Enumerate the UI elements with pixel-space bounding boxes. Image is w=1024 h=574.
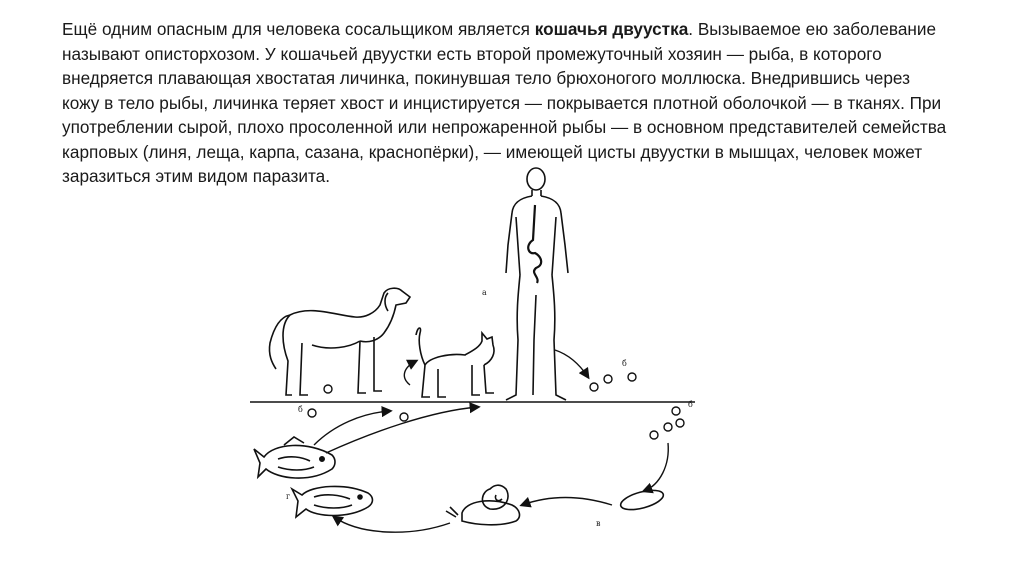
egg-figure bbox=[619, 487, 666, 514]
text-part-2: . Вызываемое ею заболевание называют описторхозом. У кошачьей двуустки есть второй промежуточный хозяин — рыба, в которого внедряется плавающая хвостатая личинка, покинувшая тело брюхоногого моллюска. Внедрившись через кожу в тело рыбы, личинка теряет хвост и инцистируется — покрывается плотной оболочкой — в тканях. При употреблении сырой, плохо просоленной или непрожаренной рыбы — в основном представителей семейства карповых (линя, леща, карпа, сазана, краснопёрки), — имеющей цисты двуустки в мышцах, человек может заразиться этим видом паразита. bbox=[62, 19, 947, 186]
label-v: в bbox=[596, 519, 601, 528]
bold-term: кошачья двуустка bbox=[534, 19, 689, 39]
snail-figure bbox=[446, 485, 519, 525]
fish-upper bbox=[254, 437, 335, 478]
body-text bbox=[62, 17, 952, 189]
cat-figure bbox=[416, 328, 494, 397]
label-g: г bbox=[286, 492, 291, 501]
fish-lower bbox=[292, 486, 373, 517]
life-cycle-illustration bbox=[250, 165, 710, 565]
label-b-middle: б bbox=[622, 359, 627, 368]
life-cycle-drawing bbox=[250, 165, 710, 565]
cysts bbox=[308, 373, 684, 439]
human-figure bbox=[506, 168, 568, 400]
cycle-arrows bbox=[314, 350, 668, 532]
label-b-left: б bbox=[298, 405, 303, 414]
label-b-right: б bbox=[688, 400, 693, 409]
text-part-1: Ещё одним опасным для человека сосальщиком является bbox=[62, 19, 535, 39]
label-a: а bbox=[482, 288, 487, 297]
dog-figure bbox=[269, 288, 410, 395]
